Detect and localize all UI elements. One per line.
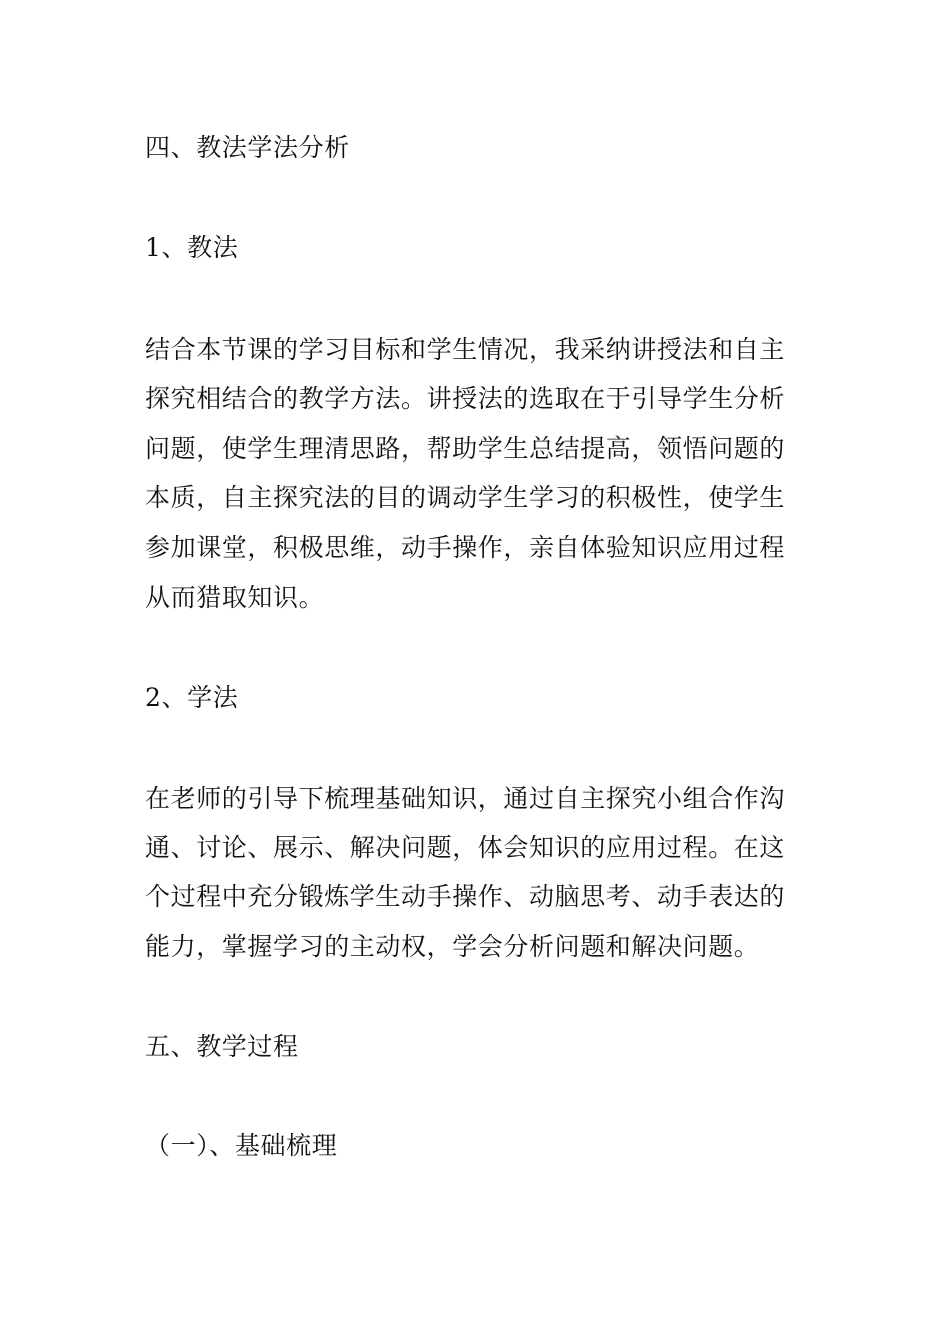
paragraph-2-line-4: 能力，掌握学习的主动权，学会分析问题和解决问题。 [145, 932, 760, 961]
subheading-teaching-method: 1、教法 [145, 233, 239, 262]
section-heading-5: 五、教学过程 [145, 1032, 299, 1061]
paragraph-1-line-3: 问题，使学生理清思路，帮助学生总结提高，领悟问题的 [145, 434, 786, 463]
paragraph-1-line-1: 结合本节课的学习目标和学生情况，我采纳讲授法和自主 [145, 335, 786, 364]
paragraph-1-line-4: 本质，自主探究法的目的调动学生学习的积极性，使学生 [145, 483, 786, 512]
subheading-basic-review: （一）、基础梳理 [145, 1131, 338, 1160]
paragraph-1-line-2: 探究相结合的教学方法。讲授法的选取在于引导学生分析 [145, 384, 786, 413]
paragraph-2-line-1: 在老师的引导下梳理基础知识，通过自主探究小组合作沟 [145, 784, 786, 813]
subheading-learning-method: 2、学法 [145, 683, 239, 712]
paragraph-1-line-5: 参加课堂，积极思维，动手操作，亲自体验知识应用过程 [145, 533, 786, 562]
paragraph-1-line-6: 从而猎取知识。 [145, 583, 325, 612]
paragraph-2-line-3: 个过程中充分锻炼学生动手操作、动脑思考、动手表达的 [145, 882, 786, 911]
section-heading-4: 四、教法学法分析 [145, 133, 350, 162]
paragraph-2-line-2: 通、讨论、展示、解决问题，体会知识的应用过程。在这 [145, 833, 786, 862]
